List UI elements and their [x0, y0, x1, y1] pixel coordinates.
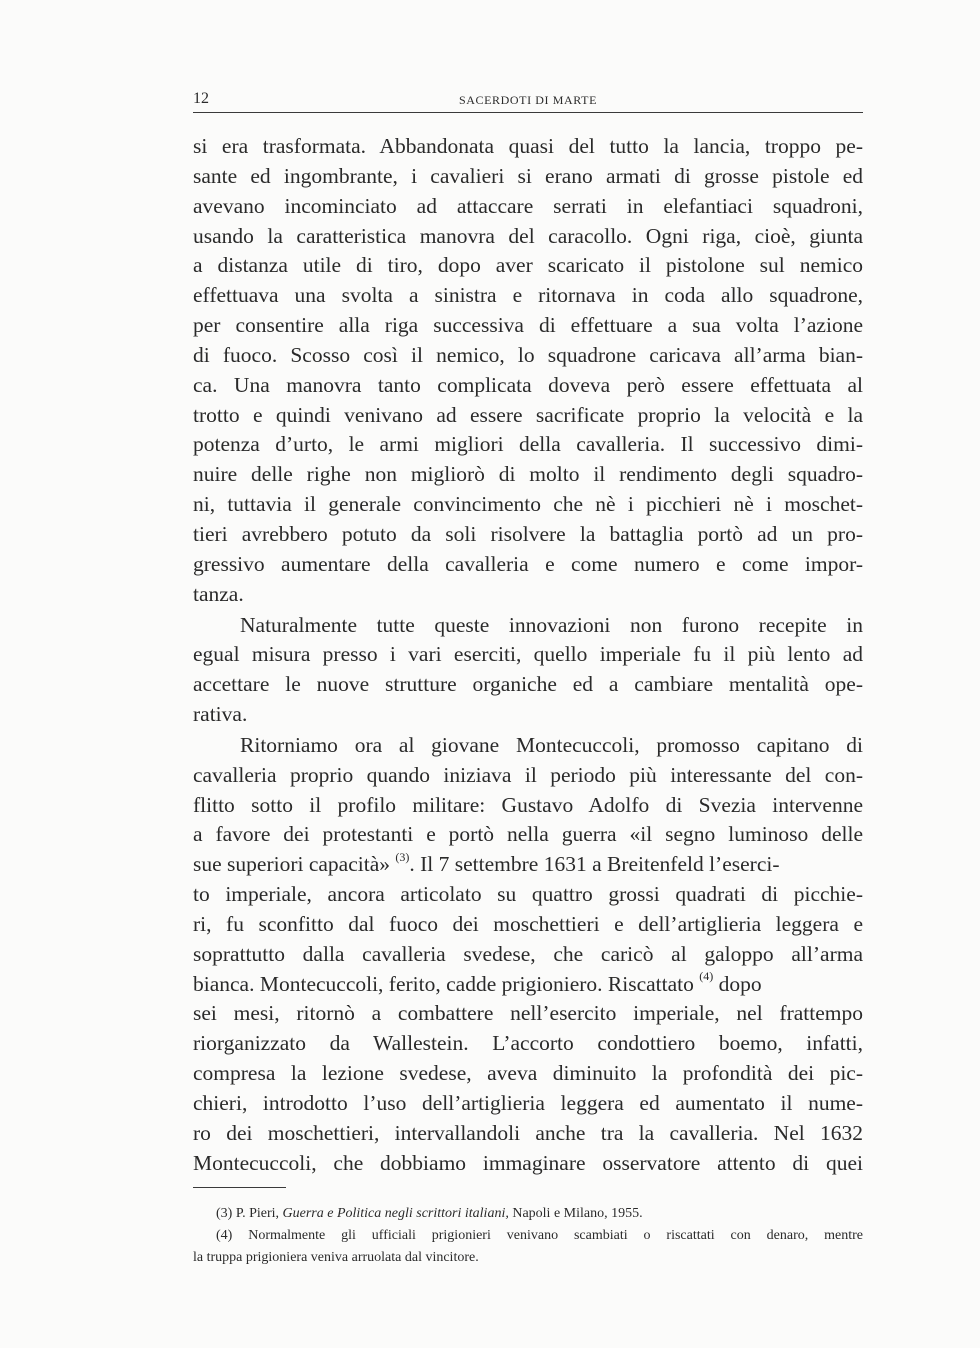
text-line-with-note-ref	[193, 850, 863, 880]
footnote-number: (3)	[216, 1206, 233, 1221]
running-title: SACERDOTI DI MARTE	[458, 93, 598, 107]
text-line-with-note-ref	[193, 970, 863, 1000]
running-header	[193, 86, 863, 113]
footnote-publication: Napoli e Milano, 1955.	[512, 1206, 643, 1221]
text-line: avevano incominciato ad attaccare serrati in elefantiaci squadroni,	[193, 193, 863, 218]
text-segment: sue superiori capacità»	[193, 852, 390, 877]
body-text	[193, 132, 863, 1179]
paragraph-start-line: Naturalmente tutte queste innovazioni non furono recepite in	[240, 612, 863, 637]
text-line: di fuoco. Scosso così il nemico, lo squadrone caricava all’arma bian-	[193, 342, 863, 367]
text-line: ro dei moschettieri, intervallandoli anche tra la cavalleria. Nel 1632	[193, 1120, 863, 1145]
text-line: riorganizzato da Wallestein. L’accorto condottiero boemo, infatti,	[193, 1031, 863, 1056]
text-line: compresa la lezione svedese, aveva diminuito la profondità dei pic-	[193, 1061, 863, 1086]
footnote-book-title: Guerra e Politica negli scrittori italiani,	[282, 1206, 509, 1221]
text-line: rativa.	[193, 702, 248, 727]
text-line: a favore dei protestanti e portò nella guerra «il segno luminoso delle	[193, 822, 863, 847]
text-line: ni, tuttavia il generale convincimento che nè i picchieri nè i moschet-	[193, 492, 863, 517]
footnote-ref-3: (3)	[395, 850, 410, 865]
text-line: si era trasformata. Abbandonata quasi del tutto la lancia, troppo pe-	[193, 134, 863, 158]
text-line: trotto e quindi venivano ad essere sacrificate proprio la velocità e la	[193, 402, 863, 427]
footnote-text: Normalmente gli ufficiali prigionieri venivano scambiati o riscattati con denaro, mentre	[248, 1228, 863, 1243]
text-line: ri, fu sconfitto dal fuoco dei moschettieri e dell’artiglieria leggera e	[193, 911, 863, 936]
text-line: a distanza utile di tiro, dopo aver scaricato il pistolone sul nemico	[193, 253, 863, 278]
footnote-divider	[193, 1187, 286, 1188]
text-line: soprattutto dalla cavalleria svedese, che caricò al galoppo all’arma	[193, 941, 863, 966]
text-line: nuire delle righe non migliorò di molto il rendimento degli squadro-	[193, 462, 863, 487]
text-line: accettare le nuove strutture organiche ed a cambiare mentalità ope-	[193, 672, 863, 697]
text-segment: dopo	[718, 971, 762, 996]
text-line: sei mesi, ritornò a combattere nell’esercito imperiale, nel frattempo	[193, 1001, 863, 1026]
text-line: to imperiale, ancora articolato su quattro grossi quadrati di picchie-	[193, 882, 863, 907]
text-line: flitto sotto il profilo militare: Gustavo Adolfo di Svezia intervenne	[193, 792, 863, 817]
page-number: 12	[193, 90, 209, 107]
text-line: tanza.	[193, 581, 244, 606]
text-line: sante ed ingombrante, i cavalieri si erano armati di grosse pistole ed	[193, 163, 863, 188]
footnote-4-continuation: la truppa prigioniera veniva arruolata dal vincitore.	[193, 1250, 479, 1265]
paragraph-start-line: Ritorniamo ora al giovane Montecuccoli, promosso capitano di	[240, 732, 863, 757]
text-line: egual misura presso i vari eserciti, quello imperiale fu il più lento ad	[193, 642, 863, 667]
text-segment: bianca. Montecuccoli, ferito, cadde prigioniero. Riscattato	[193, 971, 694, 996]
footnote-ref-4: (4)	[699, 969, 714, 984]
text-line: gressivo aumentare della cavalleria e come numero e come impor-	[193, 551, 863, 576]
text-line: potenza d’urto, le armi migliori della cavalleria. Il successivo dimi-	[193, 432, 863, 457]
footnotes	[193, 1203, 863, 1269]
text-segment: . Il 7 settembre 1631 a Breitenfeld l’eserci-	[409, 852, 780, 877]
footnote-4	[193, 1225, 863, 1247]
text-line: effettuava una svolta a sinistra e ritornava in coda allo squadrone,	[193, 283, 863, 308]
text-line: usando la caratteristica manovra del caracollo. Ogni riga, cioè, giunta	[193, 223, 863, 248]
text-line: tieri avrebbero potuto da soli risolvere la battaglia portò ad un pro-	[193, 521, 863, 546]
text-line: ca. Una manovra tanto complicata doveva però essere effettuata al	[193, 372, 863, 397]
text-line: chieri, introdotto l’uso dell’artiglieria leggera ed aumentato il nume-	[193, 1091, 863, 1115]
footnote-author: P. Pieri,	[235, 1206, 280, 1221]
footnote-3	[193, 1203, 863, 1225]
footnote-number: (4)	[216, 1228, 233, 1243]
text-line: Montecuccoli, che dobbiamo immaginare osservatore attento di quei	[193, 1150, 863, 1175]
text-line: per consentire alla riga successiva di effettuare a sua volta l’azione	[193, 313, 863, 338]
text-line: cavalleria proprio quando iniziava il periodo più interessante del con-	[193, 762, 863, 787]
